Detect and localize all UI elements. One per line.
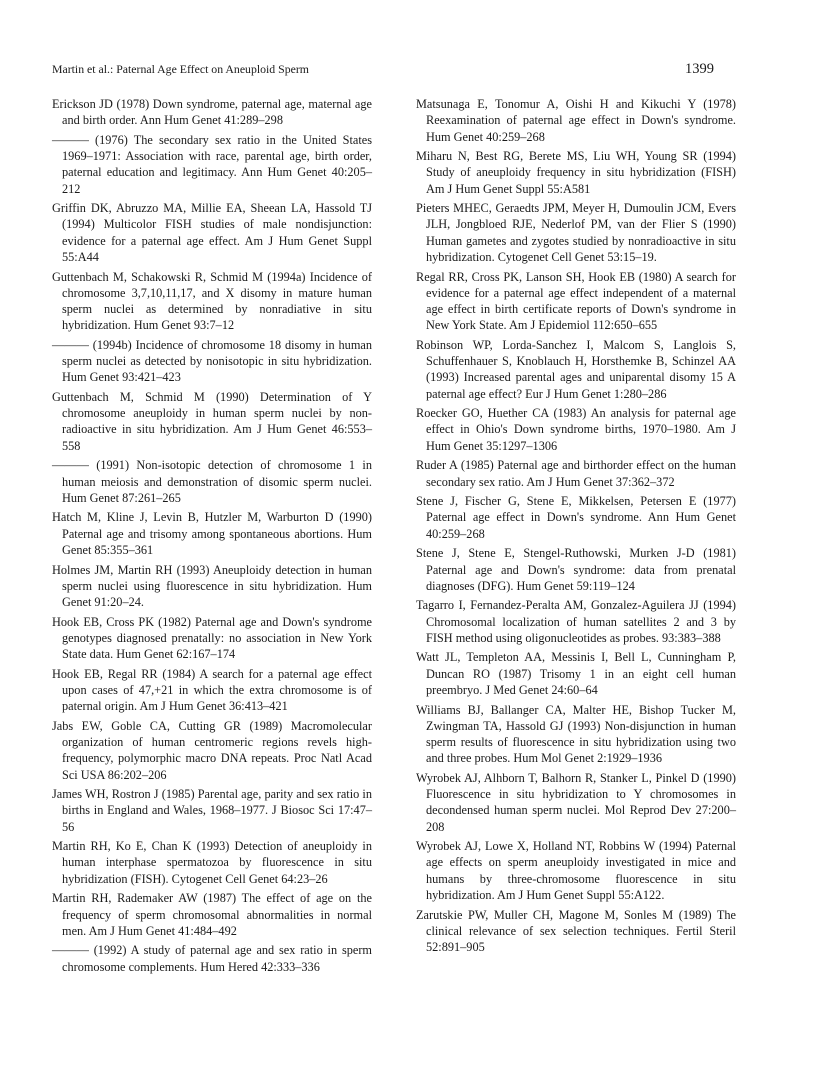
- reference-entry: ——— (1992) A study of paternal age and sex ratio in sperm chromosome complements. Hum Hered 42:333–336: [52, 943, 372, 974]
- reference-entry: Robinson WP, Lorda-Sanchez I, Malcom S, Langlois S, Schuffenhauer S, Knoblauch H, Horsthemke B, Schinzel AA (1993) Increased parental ages and uniparental disomy 15 A paternal age effect? Eur J Hum Genet 1:280–286: [416, 337, 736, 401]
- reference-entry: Williams BJ, Ballanger CA, Malter HE, Bishop Tucker M, Zwingman TA, Hassold GJ (1993) Non-disjunction in human sperm results of fluorescence in situ hybridization using two and three probes. Hum Mol Genet 2:1929–1936: [416, 702, 736, 766]
- reference-entry: Watt JL, Templeton AA, Messinis I, Bell L, Cunningham P, Duncan RO (1987) Trisomy 1 in an eight cell human preembryo. J Med Genet 24:60–64: [416, 650, 736, 697]
- reference-entry: Regal RR, Cross PK, Lanson SH, Hook EB (1980) A search for evidence for a paternal age effect independent of a maternal age effect in birth certificate reports of Down's syndrome in New York State. Am J Epidemiol 112:650–655: [416, 269, 736, 333]
- reference-entry: Griffin DK, Abruzzo MA, Millie EA, Sheean LA, Hassold TJ (1994) Multicolor FISH studies of male nondisjunction: evidence for a paternal age effect. Am J Hum Genet Suppl 55:A44: [52, 201, 372, 264]
- reference-entry: Matsunaga E, Tonomur A, Oishi H and Kikuchi Y (1978) Reexamination of paternal age effect in Down's syndrome. Hum Genet 40:259–268: [416, 97, 736, 144]
- reference-entry: ——— (1994b) Incidence of chromosome 18 disomy in human sperm nuclei as detected by nonisotopic in situ hybridization. Hum Genet 93:421–423: [52, 337, 372, 385]
- references-left-column: [52, 96, 372, 978]
- reference-entry: ——— (1991) Non-isotopic detection of chromosome 1 in human meiosis and demonstration of disomic sperm nuclei. Hum Genet 87:261–265: [52, 458, 372, 505]
- reference-entry: James WH, Rostron J (1985) Parental age, parity and sex ratio in births in England and Wales, 1968–1977. J Biosoc Sci 17:47–56: [52, 787, 372, 834]
- page-number: 1399: [685, 61, 714, 77]
- reference-entry: Martin RH, Ko E, Chan K (1993) Detection of aneuploidy in human interphase spermatozoa by fluorescence in situ hybridization (FISH). Cytogenet Cell Genet 64:23–26: [52, 839, 372, 886]
- running-header: [52, 62, 714, 82]
- references-right-column: [416, 96, 736, 959]
- reference-entry: Hook EB, Regal RR (1984) A search for a paternal age effect upon cases of 47,+21 in which the extra chromosome is of paternal origin. Am J Hum Genet 36:413–421: [52, 666, 372, 714]
- reference-entry: Martin RH, Rademaker AW (1987) The effect of age on the frequency of sperm chromosomal abnormalities in normal men. Am J Hum Genet 41:484–492: [52, 891, 372, 938]
- reference-entry: Tagarro I, Fernandez-Peralta AM, Gonzalez-Aguilera JJ (1994) Chromosomal localization of human satellites 2 and 3 by FISH method using oligonucleotides as probes. 93:383–388: [416, 598, 736, 645]
- running-title: Martin et al.: Paternal Age Effect on Aneuploid Sperm: [52, 62, 309, 76]
- reference-entry: Holmes JM, Martin RH (1993) Aneuploidy detection in human sperm nuclei using fluorescence in situ hybridization. Hum Genet 91:20–24.: [52, 562, 372, 609]
- reference-entry: Pieters MHEC, Geraedts JPM, Meyer H, Dumoulin JCM, Evers JLH, Jongbloed RJE, Nederlof PM, van der Flier S (1990) Human gametes and zygotes studied by nonradioactive in situ hybridization. Cytogenet Cell Genet 53:15–19.: [416, 201, 736, 264]
- reference-entry: Roecker GO, Huether CA (1983) An analysis for paternal age effect in Ohio's Down syndrome births, 1970–1980. Am J Hum Genet 35:1297–1306: [416, 406, 736, 453]
- reference-entry: Guttenbach M, Schmid M (1990) Determination of Y chromosome aneuploidy in human sperm nuclei by non-radioactive in situ hybridization. Am J Hum Genet 46:553–558: [52, 389, 372, 453]
- reference-entry: Hatch M, Kline J, Levin B, Hutzler M, Warburton D (1990) Paternal age and trisomy among spontaneous abortions. Hum Genet 85:355–361: [52, 510, 372, 557]
- reference-entry: Jabs EW, Goble CA, Cutting GR (1989) Macromolecular organization of human centromeric regions revels high-frequency, polymorphic macro DNA repeats. Proc Natl Acad Sci USA 86:202–206: [52, 718, 372, 782]
- reference-entry: Stene J, Stene E, Stengel-Ruthowski, Murken J-D (1981) Paternal age and Down's syndrome: data from prenatal diagnoses (DFG). Hum Genet 59:119–124: [416, 546, 736, 593]
- reference-entry: Ruder A (1985) Paternal age and birthorder effect on the human secondary sex ratio. Am J Hum Genet 37:362–372: [416, 458, 736, 489]
- reference-entry: ——— (1976) The secondary sex ratio in the United States 1969–1971: Association with race, parental age, birth order, paternal education and legitimacy. Ann Hum Genet 40:205–212: [52, 132, 372, 196]
- reference-entry: Miharu N, Best RG, Berete MS, Liu WH, Young SR (1994) Study of aneuploidy frequency in situ hybridization (FISH) Am J Hum Genet Suppl 55:A581: [416, 149, 736, 196]
- reference-entry: Stene J, Fischer G, Stene E, Mikkelsen, Petersen E (1977) Paternal age effect in Down's syndrome. Ann Hum Genet 40:259–268: [416, 494, 736, 541]
- reference-entry: Erickson JD (1978) Down syndrome, paternal age, maternal age and birth order. Ann Hum Genet 41:289–298: [52, 97, 372, 128]
- reference-entry: Guttenbach M, Schakowski R, Schmid M (1994a) Incidence of chromosome 3,7,10,11,17, and X disomy in mature human sperm nuclei as determined by nonradiative in situ hybridization. Hum Genet 93:7–12: [52, 269, 372, 333]
- reference-entry: Wyrobek AJ, Lowe X, Holland NT, Robbins W (1994) Paternal age effects on sperm aneuploidy investigated in mice and humans by three-chromosome fluorescence in situ hybridization. Am J Hum Genet Suppl 55:A122.: [416, 839, 736, 902]
- reference-entry: Zarutskie PW, Muller CH, Magone M, Sonles M (1989) The clinical relevance of sex selection techniques. Fertil Steril 52:891–905: [416, 907, 736, 955]
- reference-entry: Wyrobek AJ, Alhborn T, Balhorn R, Stanker L, Pinkel D (1990) Fluorescence in situ hybridization to Y chromosomes in decondensed human sperm nuclei. Mol Reprod Dev 27:200–208: [416, 770, 736, 834]
- reference-entry: Hook EB, Cross PK (1982) Paternal age and Down's syndrome genotypes diagnosed prenatally: no association in New York State data. Hum Genet 62:167–174: [52, 614, 372, 662]
